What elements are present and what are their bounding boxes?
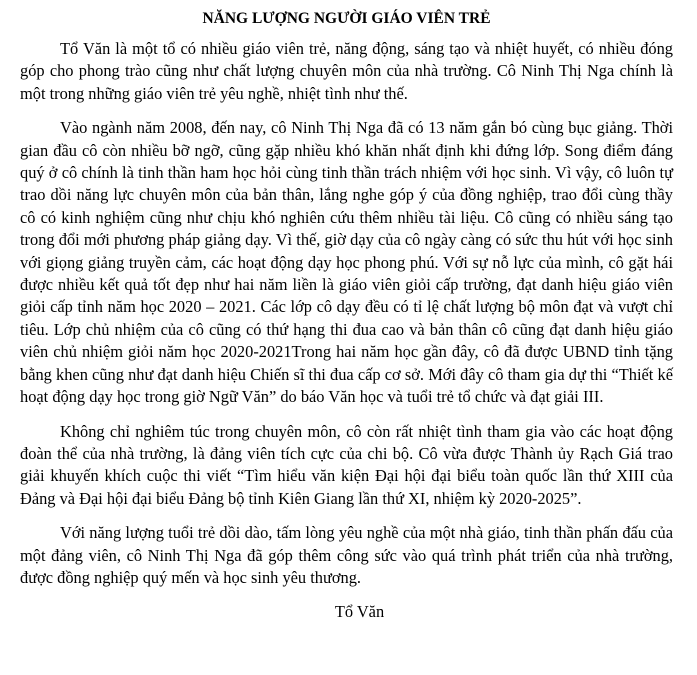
document-title: NĂNG LƯỢNG NGƯỜI GIÁO VIÊN TRẺ — [202, 10, 491, 27]
paragraph-conclusion: Với năng lượng tuổi trẻ dồi dào, tấm lòng yêu nghề của một nhà giáo, tinh thần phấn đấu của một đảng viên, cô Ninh Thị Nga đã góp thêm công sức vào quá trình phát triển của nhà trường, được đồng nghiệp quý mến và học sinh yêu thương. — [20, 523, 673, 587]
paragraph-intro: Tổ Văn là một tổ có nhiều giáo viên trẻ, năng động, sáng tạo và nhiệt huyết, có nhiều đóng góp cho phong trào cũng như chất lượng chuyên môn của nhà trường. Cô Ninh Thị Nga chính là một trong những giáo viên trẻ yêu nghề, nhiệt tình như thế. — [20, 39, 673, 103]
signature: Tổ Văn — [334, 602, 385, 622]
paragraph-activities: Không chỉ nghiêm túc trong chuyên môn, cô còn rất nhiệt tình tham gia vào các hoạt động đoàn thể của nhà trường, là đảng viên tích cực của chi bộ. Cô vừa được Thành ủy Rạch Giá trao giải khuyến khích cuộc thi viết “Tìm hiểu văn kiện Đại hội đại biểu toàn quốc lần thứ XIII của Đảng và Đại hội đại biểu Đảng bộ tỉnh Kiên Giang lần thứ XI, nhiệm kỳ 2020-2025”. — [20, 421, 673, 508]
paragraph-career: Vào ngành năm 2008, đến nay, cô Ninh Thị Nga đã có 13 năm gắn bó cùng bục giảng. Thời gian đầu cô còn nhiều bỡ ngỡ, cũng gặp nhiều khó khăn nhất định khi đứng lớp. Song điểm đáng quý ở cô chính là tinh thần ham học hỏi cùng tinh thần trách nhiệm với học sinh. Vì vậy, cô luôn tự trao dồi năng lực chuyên môn của bản thân, lắng nghe góp ý của đồng nghiệp, trao đổi cùng thầy cô có kinh nghiệm cũng như chịu khó nghiên cứu thêm nhiều tài liệu. Cô cũng có nhiều sáng tạo trong đổi mới phương pháp giảng dạy. Vì thế, giờ dạy của cô ngày càng có sức thu hút với học sinh với giọng giảng truyền cảm, các hoạt động dạy học phong phú. Với sự nỗ lực của mình, cô gặt hái được nhiều kết quả tốt đẹp như hai năm liền là giáo viên giỏi cấp trường, đạt danh hiệu giáo viên giỏi cấp tỉnh năm học 2020 – 2021. Các lớp cô dạy đều có tỉ lệ chất lượng bộ môn đạt và vượt chỉ tiêu. Lớp chủ nhiệm của cô cũng có thứ hạng thi đua cao và bản thân cô cũng đạt danh hiệu giáo viên chủ nhiệm giỏi năm học 2020-2021Trong hai năm học gần đây, cô đã được UBND tỉnh tặng bằng khen cũng như đạt danh hiệu Chiến sĩ thi đua cấp cơ sở. Mới đây cô tham gia dự thi “Thiết kế hoạt động dạy học trong giờ Ngữ Văn” do báo Văn học và tuổi trẻ tổ chức và đạt giải III. — [20, 118, 673, 407]
